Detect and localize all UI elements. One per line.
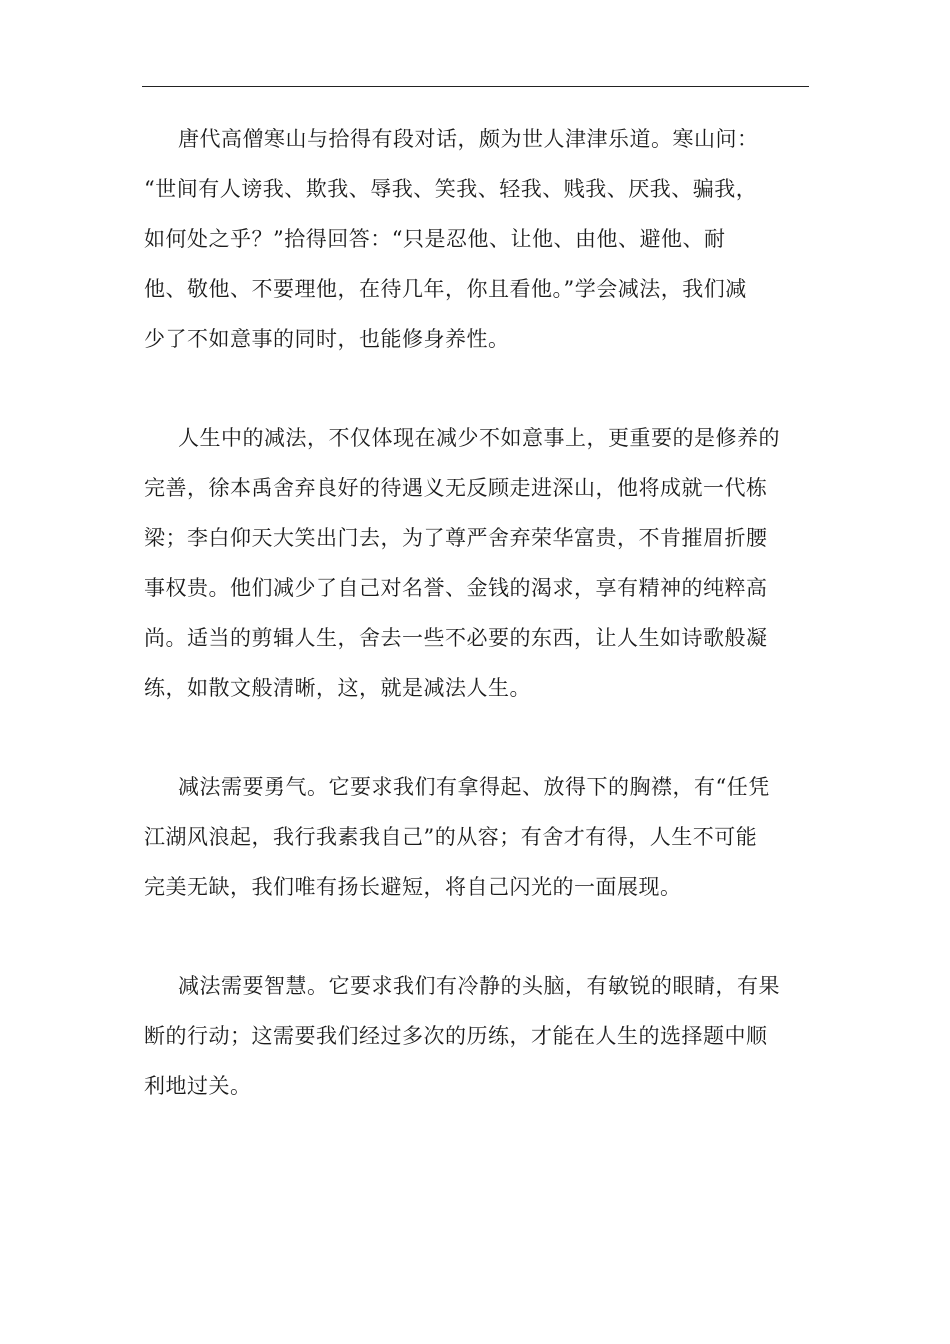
paragraph-line: 人生中的减法，不仅体现在减少不如意事上，更重要的是修养的 <box>178 426 780 450</box>
header-rule <box>142 86 809 87</box>
paragraph-line: 练，如散文般清晰，这，就是减法人生。 <box>144 676 531 700</box>
paragraph-line: 断的行动；这需要我们经过多次的历练，才能在人生的选择题中顺 <box>144 1024 768 1048</box>
paragraph-3 <box>144 762 808 912</box>
paragraph-line: 减法需要勇气。它要求我们有拿得起、放得下的胸襟，有“任凭 <box>178 775 770 799</box>
paragraph-line: 如何处之乎？”拾得回答：“只是忍他、让他、由他、避他、耐 <box>144 227 726 251</box>
paragraph-line: 完美无缺，我们唯有扬长避短，将自己闪光的一面展现。 <box>144 875 682 899</box>
paragraph-2 <box>144 413 808 713</box>
paragraph-line: 他、敬他、不要理他，在待几年，你且看他。”学会减法，我们减 <box>144 277 747 301</box>
paragraph-line: “世间有人谤我、欺我、辱我、笑我、轻我、贱我、厌我、骗我， <box>144 177 758 201</box>
paragraph-line: 江湖风浪起，我行我素我自己”的从容；有舍才有得，人生不可能 <box>144 825 758 849</box>
paragraph-line: 少了不如意事的同时，也能修身养性。 <box>144 327 510 351</box>
paragraph-line: 事权贵。他们减少了自己对名誉、金钱的渴求，享有精神的纯粹高 <box>144 576 768 600</box>
paragraph-1 <box>144 114 808 364</box>
paragraph-line: 利地过关。 <box>144 1074 252 1098</box>
paragraph-line: 梁；李白仰天大笑出门去，为了尊严舍弃荣华富贵，不肯摧眉折腰 <box>144 526 768 550</box>
paragraph-4 <box>144 961 808 1111</box>
paragraph-line: 唐代高僧寒山与拾得有段对话，颇为世人津津乐道。寒山问： <box>178 127 759 151</box>
paragraph-line: 完善，徐本禹舍弃良好的待遇义无反顾走进深山，他将成就一代栋 <box>144 476 768 500</box>
paragraph-line: 减法需要智慧。它要求我们有冷静的头脑，有敏锐的眼睛，有果 <box>178 974 780 998</box>
paragraph-line: 尚。适当的剪辑人生，舍去一些不必要的东西，让人生如诗歌般凝 <box>144 626 768 650</box>
